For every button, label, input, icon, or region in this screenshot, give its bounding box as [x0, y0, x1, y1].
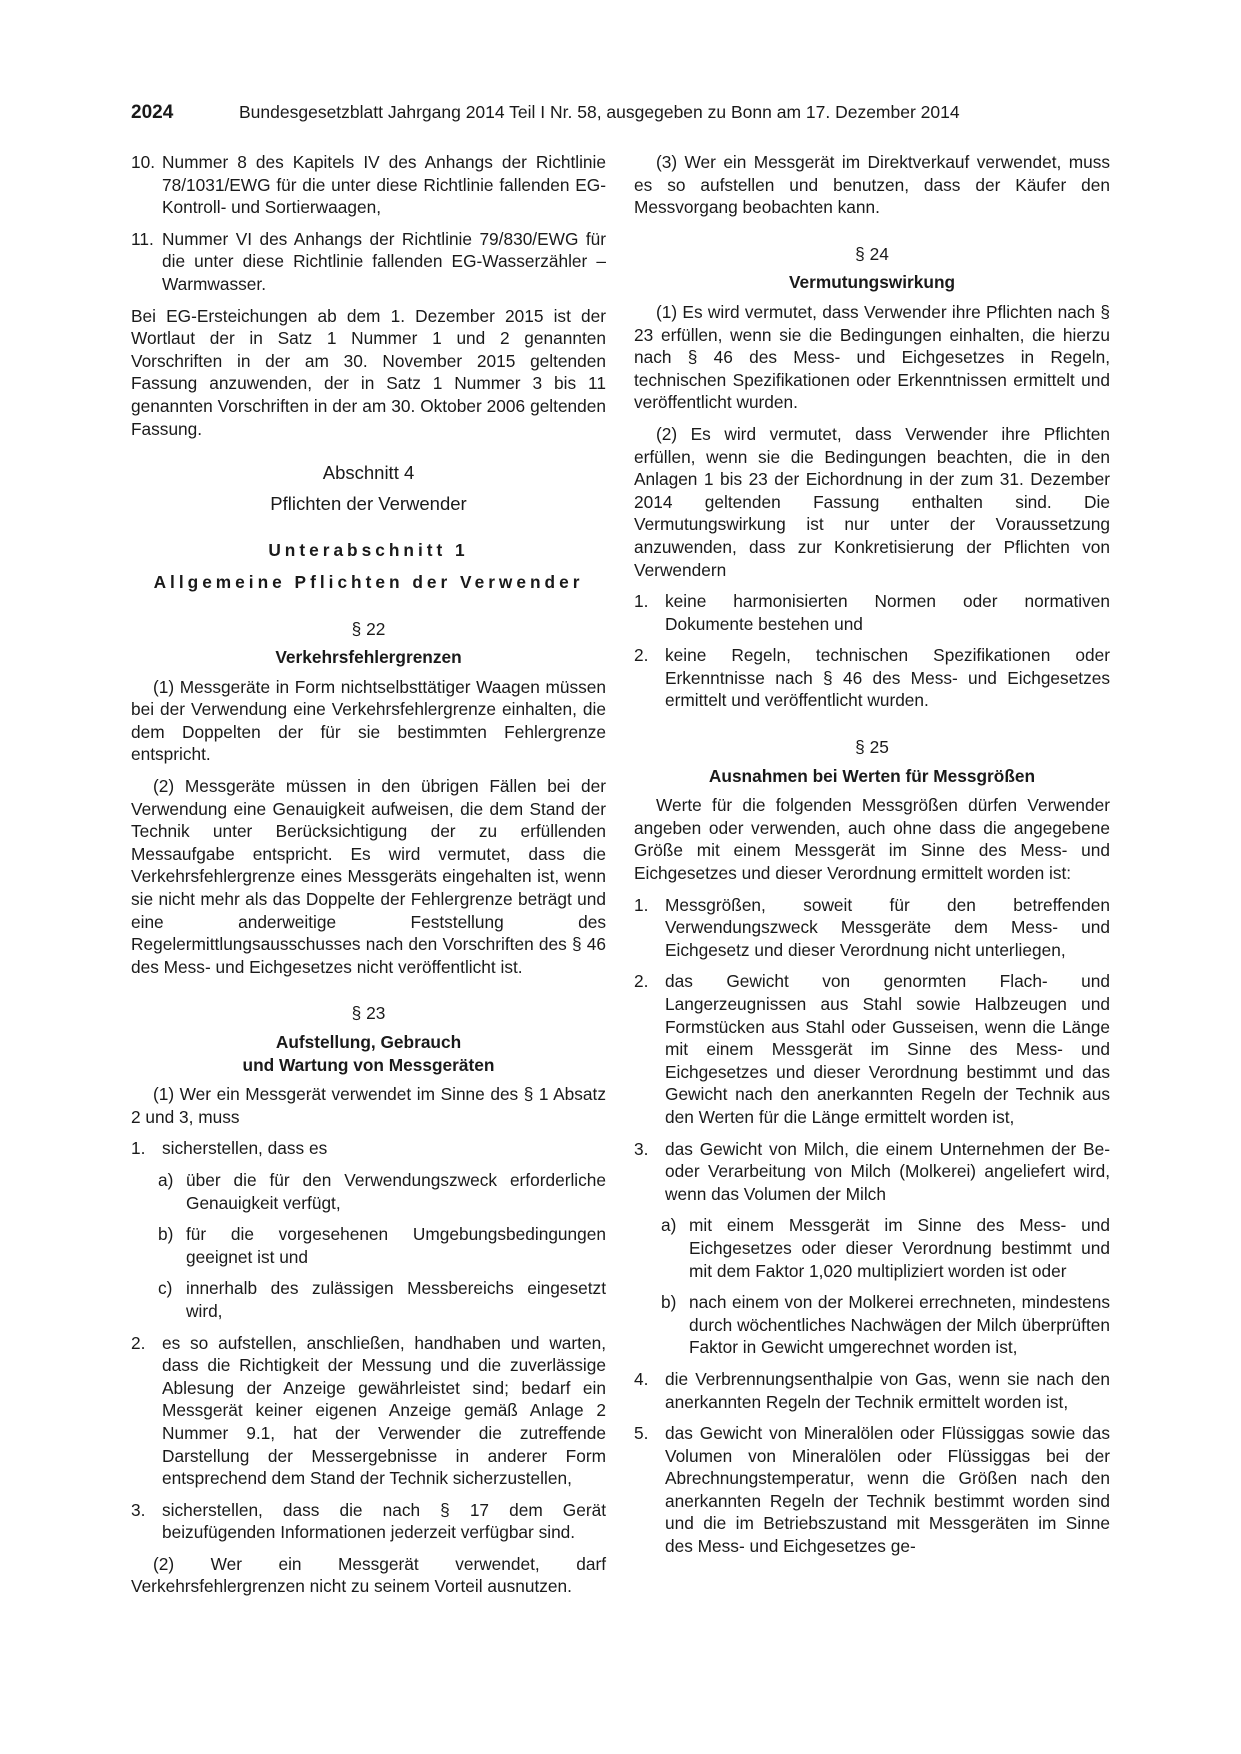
- list-item: 4. die Verbrennungsenthalpie von Gas, wenn sie nach den anerkannten Regeln der Technik ermittelt worden ist,: [634, 1368, 1110, 1412]
- list-item: 11. Nummer VI des Anhangs der Richtlinie 79/830/EWG für die unter diese Richtlinie fallenden EG-Wasserzähler – Warmwasser.: [131, 228, 606, 294]
- subsection-heading: Unterabschnitt 1: [268, 540, 469, 561]
- closing-paragraph: Bei EG-Ersteichungen ab dem 1. Dezember 2015 ist der Wortlaut der in Satz 1 Nummer 1 und 2 genannten Vorschriften in der am 30. November 2015 geltenden Fassung anzuwenden, der in Satz 1 Nummer 3 bis 11 genannten Vorschriften in der am 30. Oktober 2006 geltenden Fassung.: [131, 305, 606, 439]
- text-paragraph: (1) Es wird vermutet, dass Verwender ihre Pflichten nach § 23 erfüllen, wenn sie die Bedingungen einhalten, die hierzu nach § 46 des Mess- und Eichgesetzes in Regeln, technischen Spezifikationen oder Erkenntnissen ermittelt und veröffentlicht wurden.: [634, 301, 1110, 413]
- text-paragraph: (1) Messgeräte in Form nichtselbsttätiger Waagen müssen bei der Verwendung eine Verkehrsfehlergrenze einhalten, die dem Doppelten der für sie bestimmten Fehlergrenze entspricht.: [131, 676, 606, 765]
- text-paragraph: (2) Messgeräte müssen in den übrigen Fällen bei der Verwendung eine Genauigkeit aufweisen, die dem Stand der Technik unter Berücksichtigung der zu erfüllenden Messaufgabe entspricht. Es wird vermutet, dass die Verkehrsfehlergrenze eines Messgeräts eingehalten ist, wenn sie nicht mehr als das Doppelte der Fehlergrenze beträgt und eine anderweitige Feststellung des Regelermittlungsausschusses nach den Vorschriften des § 46 des Mess- und Eichgesetzes nicht veröffentlicht ist.: [131, 776, 606, 977]
- text-paragraph: (3) Wer ein Messgerät im Direktverkauf verwendet, muss es so aufstellen und benutzen, dass der Käufer den Messvorgang beobachten kann.: [634, 152, 1110, 218]
- paragraph-title-25: Ausnahmen bei Werten für Messgrößen: [708, 765, 1036, 786]
- sub-list-item: b) nach einem von der Molkerei errechneten, mindestens durch wöchentliches Nachwägen der Milch überprüften Faktor in Gewicht umgerechnet worden ist,: [661, 1292, 1110, 1358]
- text-paragraph: (1) Wer ein Messgerät verwendet im Sinne des § 1 Absatz 2 und 3, muss: [131, 1084, 606, 1127]
- section-heading: Abschnitt 4: [322, 462, 415, 484]
- publication-title: Bundesgesetzblatt Jahrgang 2014 Teil I Nr. 58, ausgegeben zu Bonn am 17. Dezember 2014: [239, 102, 960, 122]
- paragraph-title-24: Vermutungswirkung: [788, 272, 956, 293]
- subsection-title: Allgemeine Pflichten der Verwender: [153, 571, 584, 592]
- paragraph-number-23: § 23: [351, 1003, 386, 1024]
- list-item: 3. sicherstellen, dass die nach § 17 dem Gerät beizufügenden Informationen jederzeit verfügbar sind.: [131, 1499, 606, 1543]
- page-number: 2024: [131, 102, 174, 123]
- text-paragraph: Werte für die folgenden Messgrößen dürfen Verwender angeben oder verwenden, auch ohne dass die angegebene Größe mit einem Messgerät im Sinne des Mess- und Eichgesetzes und dieser Verordnung ermittelt worden ist:: [634, 795, 1110, 884]
- text-paragraph: (2) Wer ein Messgerät verwendet, darf Verkehrsfehlergrenzen nicht zu seinem Vorteil ausnutzen.: [131, 1553, 606, 1597]
- paragraph-title-23: Aufstellung, Gebrauch und Wartung von Messgeräten: [242, 1032, 495, 1075]
- sub-list-item: a) über die für den Verwendungszweck erforderliche Genauigkeit verfügt,: [158, 1169, 606, 1213]
- list-item: 5. das Gewicht von Mineralölen oder Flüssiggas sowie das Volumen von Mineralölen oder Flüssiggas bei der Abrechnungstemperatur, wenn die Größen nach den anerkannten Regeln der Technik bestimmt worden sind und die im Betriebszustand mit Messgeräten im Sinne des Mess- und Eichgesetzes ge-: [634, 1423, 1110, 1557]
- list-item: 1. Messgrößen, soweit für den betreffenden Verwendungszweck Messgeräte dem Mess- und Eichgesetz und dieser Verordnung nicht unterliegen,: [634, 894, 1110, 960]
- sub-list-item: b) für die vorgesehenen Umgebungsbedingungen geeignet ist und: [158, 1224, 606, 1267]
- section-title: Pflichten der Verwender: [270, 492, 467, 514]
- list-item: 1. keine harmonisierten Normen oder normativen Dokumente bestehen und: [634, 591, 1110, 634]
- text-paragraph: (2) Es wird vermutet, dass Verwender ihre Pflichten erfüllen, wenn sie die Bedingungen beachten, die in den Anlagen 1 bis 23 der Eichordnung in der zum 31. Dezember 2014 geltenden Fassung enthalten sind. Die Vermutungswirkung ist nur unter der Voraussetzung anzuwenden, dass zur Konkretisierung der Pflichten von Verwendern: [634, 423, 1110, 580]
- left-column: [131, 151, 606, 1607]
- page-header: [131, 100, 1111, 125]
- paragraph-title-22: Verkehrsfehlergrenzen: [275, 647, 462, 668]
- sub-list-item: a) mit einem Messgerät im Sinne des Mess- und Eichgesetzes oder dieser Verordnung bestimmt und mit dem Faktor 1,020 multipliziert worden ist oder: [661, 1215, 1110, 1281]
- sub-list-item: c) innerhalb des zulässigen Messbereichs eingesetzt wird,: [158, 1278, 606, 1321]
- list-item: 1. sicherstellen, dass es: [131, 1138, 328, 1159]
- list-item: 2. das Gewicht von genormten Flach- und Langerzeugnissen aus Stahl sowie Halbzeugen und Formstücken aus Stahl oder Gusseisen, wenn die Länge mit einem Messgerät im Sinne des Mess- und Eichgesetzes und dieser Verordnung bestimmt und das Gewicht nach den anerkannten Regeln der Technik aus den Werten für die Länge ermittelt worden ist,: [634, 971, 1110, 1127]
- list-item: 10. Nummer 8 des Kapitels IV des Anhangs der Richtlinie 78/1031/EWG für die unter diese Richtlinie fallenden EG-Kontroll- und Sortierwaagen,: [131, 152, 606, 218]
- list-item: 3. das Gewicht von Milch, die einem Unternehmen der Be- oder Verarbeitung von Milch (Molkerei) angeliefert wird, wenn das Volumen der Milch: [634, 1138, 1110, 1204]
- paragraph-number-22: § 22: [351, 618, 386, 639]
- list-item: 2. es so aufstellen, anschließen, handhaben und warten, dass die Richtigkeit der Messung und die zuverlässige Ablesung der Anzeige gewährleistet sind; bedarf ein Messgerät keiner eigenen Anzeige gemäß Anlage 2 Nummer 9.1, hat der Verwender die zutreffende Darstellung der Messergebnisse in anderer Form entsprechend dem Stand der Technik sicherzustellen,: [131, 1332, 606, 1489]
- right-column: [634, 151, 1110, 1567]
- paragraph-number-24: § 24: [855, 243, 889, 264]
- paragraph-number-25: § 25: [855, 737, 889, 758]
- list-item: 2. keine Regeln, technischen Spezifikationen oder Erkenntnisse nach § 46 des Mess- und Eichgesetzes ermittelt und veröffentlicht wurden.: [634, 645, 1110, 711]
